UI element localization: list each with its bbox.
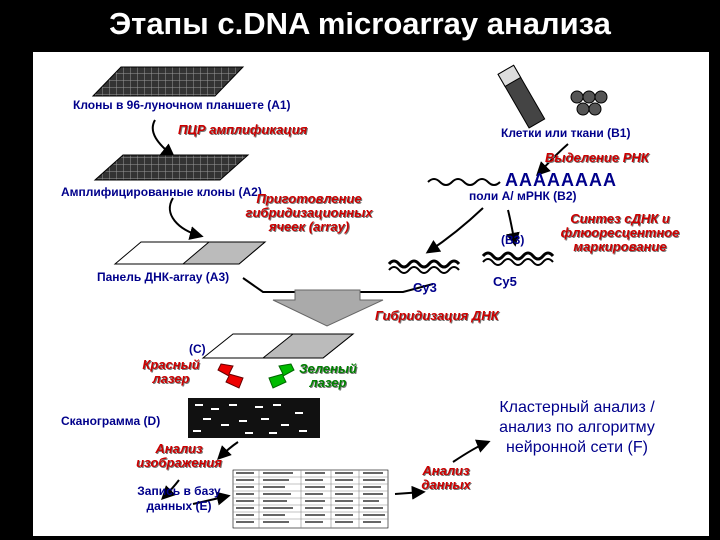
hybridization-arrow [273, 290, 383, 326]
label-a3: Панель ДНК-array (A3) [97, 270, 230, 284]
diagram-panel [33, 52, 709, 536]
amplified-clones-plate [95, 155, 248, 180]
green-laser-bolt [269, 364, 294, 388]
label-synthesis: Синтез сДНК и флюоресцентное маркирование [560, 211, 680, 254]
cell-tube [498, 65, 545, 128]
label-b3: (B3) [501, 233, 525, 247]
label-green-laser: Зеленый лазер [299, 361, 357, 390]
label-scanogram: Сканограмма (D) [61, 414, 161, 428]
label-hybridization: Гибридизация ДНК [375, 308, 499, 323]
label-a2: Амплифицированные клоны (A2) [61, 185, 262, 199]
arrow-a2-a3 [170, 198, 201, 236]
cy5-cdna [483, 253, 553, 259]
label-a1: Клоны в 96-луночном планшете (A1) [73, 98, 291, 112]
slide-title: Этапы c.DNA microarray анализа [109, 6, 611, 41]
label-rna: Выделение РНК [545, 150, 649, 165]
label-polya: AAAAAAAA [505, 170, 617, 190]
mrna-strand [428, 179, 500, 185]
label-cluster-analysis: Кластерный анализ / анализ по алгоритму нейронной сети (F) [499, 399, 655, 456]
label-cy5: Cy5 [493, 274, 517, 289]
label-c: (C) [189, 342, 206, 356]
label-red-laser: Красный лазер [142, 357, 200, 386]
arrow-table-analysis [395, 492, 423, 494]
label-b2: поли А/ мРНК (B2) [469, 189, 577, 203]
arrow-a1-a2 [153, 120, 173, 156]
red-laser-bolt [218, 364, 243, 388]
label-data-analysis: Анализ данных [421, 463, 471, 492]
plate-96-well [93, 67, 243, 96]
merge-line-left [243, 278, 301, 292]
label-cy3: Cy3 [413, 280, 437, 295]
label-image-analysis: Анализ изображения [136, 441, 222, 470]
cells-cluster [571, 91, 607, 115]
label-database: Запись в базу данных (E) [137, 484, 221, 513]
cy3-cdna [389, 261, 459, 267]
arrow-b2-cy3 [428, 208, 483, 252]
label-preparation: Приготовление гибридизационных ячеек (array) [245, 191, 373, 234]
database-table [233, 470, 388, 528]
label-pcr: ПЦР амплификация [178, 122, 308, 137]
label-b1: Клетки или ткани (B1) [501, 126, 631, 140]
